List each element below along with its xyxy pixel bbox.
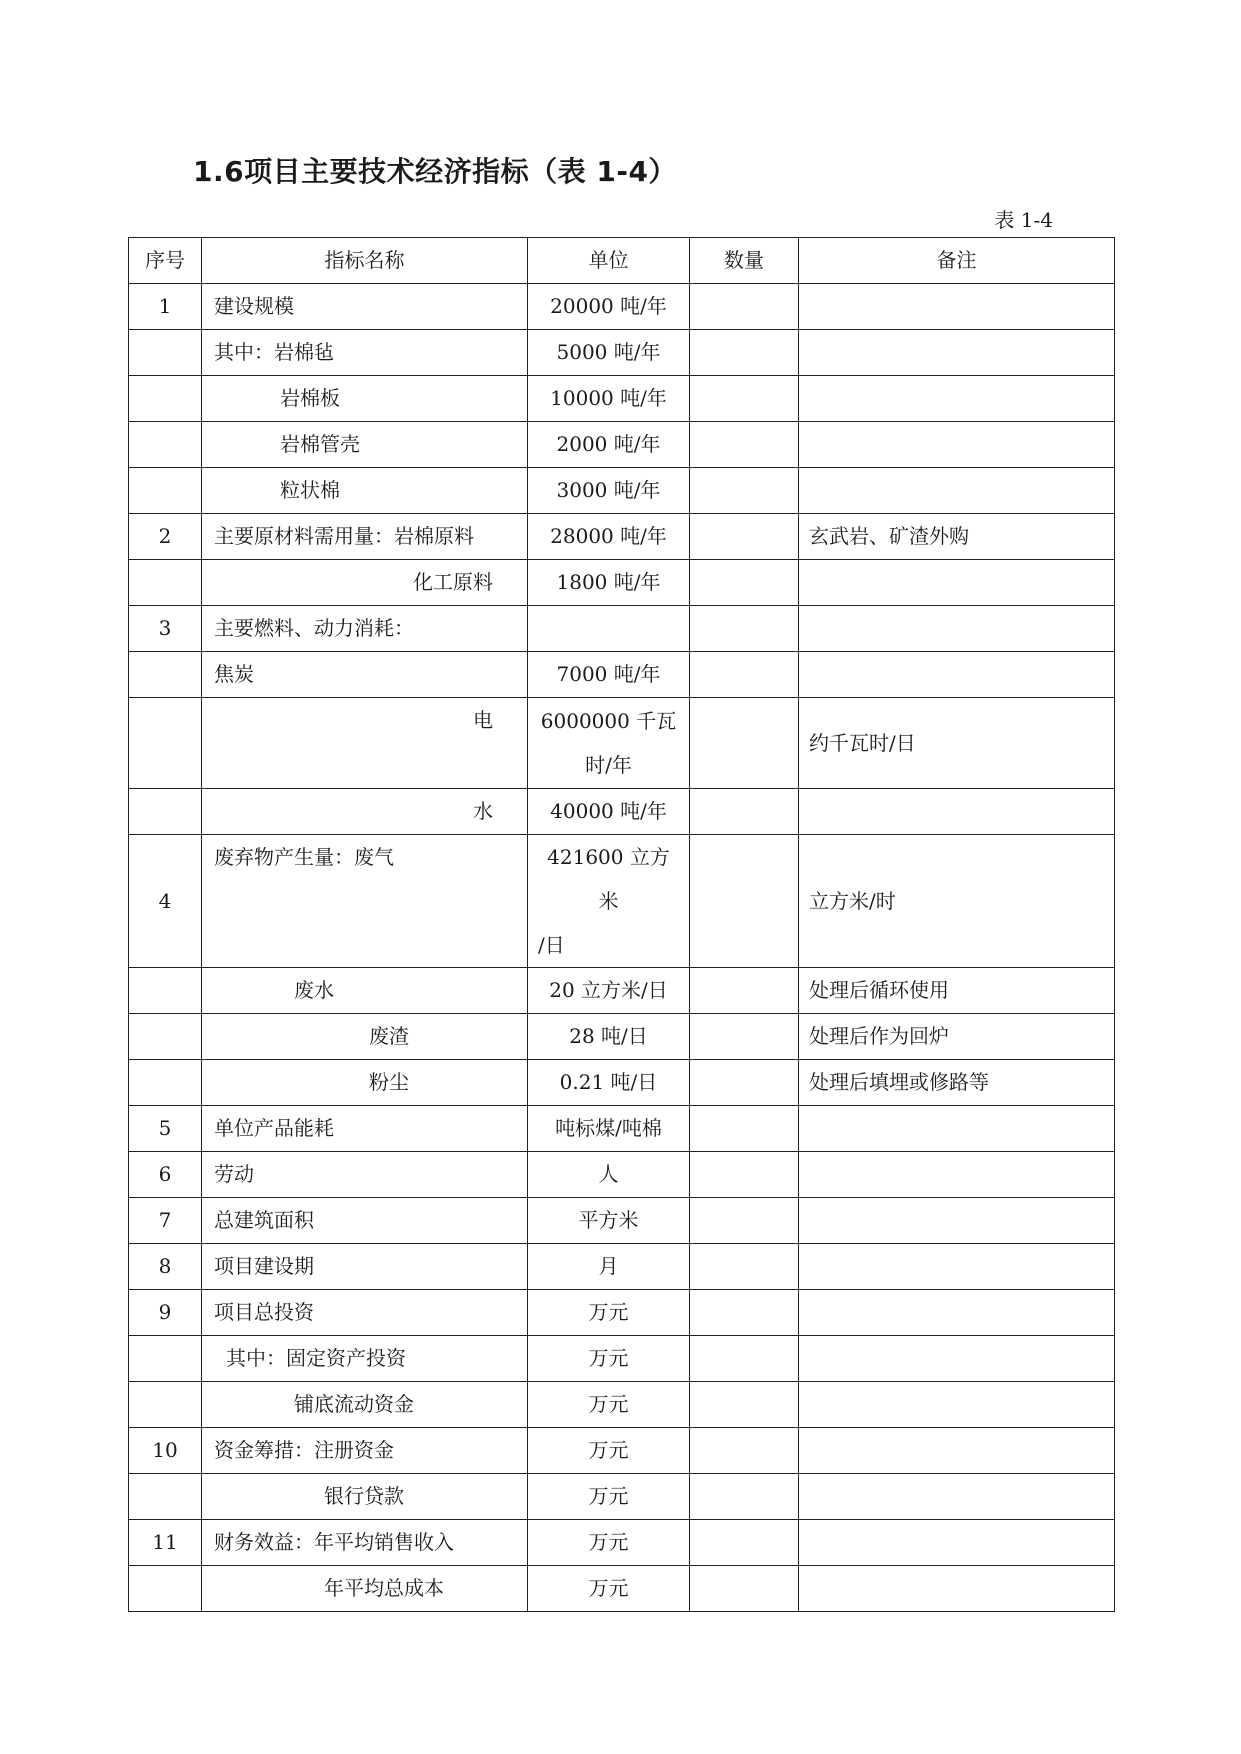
row-qty [690, 835, 799, 968]
row-unit [528, 606, 690, 652]
row-qty [690, 1428, 799, 1474]
row-qty [690, 1520, 799, 1566]
row-unit-line2: /日 [538, 933, 565, 957]
row-seq [129, 376, 202, 422]
header-qty: 数量 [690, 238, 799, 284]
row-qty [690, 789, 799, 835]
row-unit-line1: 6000000 千瓦 [540, 709, 677, 733]
table-row [129, 1382, 1115, 1428]
row-seq [129, 1566, 202, 1612]
row-unit: 月 [528, 1244, 690, 1290]
row-qty [690, 1198, 799, 1244]
table-row [129, 789, 1115, 835]
row-note [799, 560, 1115, 606]
row-name: 粉尘 [202, 1060, 528, 1106]
row-unit: 5000 吨/年 [528, 330, 690, 376]
row-unit: 万元 [528, 1566, 690, 1612]
row-note [799, 1198, 1115, 1244]
row-note [799, 1566, 1115, 1612]
row-note [799, 1474, 1115, 1520]
row-seq [129, 1474, 202, 1520]
table-row [129, 284, 1115, 330]
row-seq: 2 [129, 514, 202, 560]
row-note [799, 606, 1115, 652]
row-seq [129, 1382, 202, 1428]
row-seq: 1 [129, 284, 202, 330]
row-qty [690, 1382, 799, 1428]
row-unit: 万元 [528, 1474, 690, 1520]
row-qty [690, 330, 799, 376]
row-note [799, 376, 1115, 422]
row-note [799, 284, 1115, 330]
row-name: 焦炭 [202, 652, 528, 698]
row-note: 处理后填埋或修路等 [799, 1060, 1115, 1106]
table-row [129, 422, 1115, 468]
row-note [799, 1520, 1115, 1566]
table-row [129, 330, 1115, 376]
table-row [129, 652, 1115, 698]
header-note: 备注 [799, 238, 1115, 284]
row-note [799, 789, 1115, 835]
row-note [799, 330, 1115, 376]
row-name: 银行贷款 [202, 1474, 528, 1520]
row-name: 废水 [202, 968, 528, 1014]
row-note [799, 1336, 1115, 1382]
table-row [129, 1566, 1115, 1612]
row-qty [690, 698, 799, 789]
row-name: 主要燃料、动力消耗： [202, 606, 528, 652]
row-note [799, 1244, 1115, 1290]
row-qty [690, 1106, 799, 1152]
row-name: 建设规模 [202, 284, 528, 330]
row-unit: 万元 [528, 1428, 690, 1474]
header-unit: 单位 [528, 238, 690, 284]
table-row [129, 698, 1115, 789]
row-unit [528, 835, 690, 968]
row-name: 资金筹措：注册资金 [202, 1428, 528, 1474]
row-name: 铺底流动资金 [202, 1382, 528, 1428]
row-qty [690, 468, 799, 514]
row-note: 玄武岩、矿渣外购 [799, 514, 1115, 560]
row-name: 岩棉管壳 [202, 422, 528, 468]
row-qty [690, 1566, 799, 1612]
row-name: 电 [202, 698, 528, 789]
table-row [129, 514, 1115, 560]
row-unit-line1: 421600 立方米 [547, 845, 670, 913]
row-qty [690, 560, 799, 606]
row-name: 废弃物产生量：废气 [202, 835, 528, 968]
row-qty [690, 606, 799, 652]
table-row [129, 606, 1115, 652]
row-qty [690, 1014, 799, 1060]
table-row [129, 560, 1115, 606]
row-name: 粒状棉 [202, 468, 528, 514]
header-seq: 序号 [129, 238, 202, 284]
row-seq [129, 789, 202, 835]
row-qty [690, 1290, 799, 1336]
row-note [799, 652, 1115, 698]
row-unit: 7000 吨/年 [528, 652, 690, 698]
row-name: 主要原材料需用量：岩棉原料 [202, 514, 528, 560]
row-name: 其中：岩棉毡 [202, 330, 528, 376]
row-seq: 5 [129, 1106, 202, 1152]
row-qty [690, 1474, 799, 1520]
row-name: 年平均总成本 [202, 1566, 528, 1612]
indicators-table [128, 237, 1115, 1612]
row-unit: 吨标煤/吨棉 [528, 1106, 690, 1152]
row-seq [129, 560, 202, 606]
row-name: 项目建设期 [202, 1244, 528, 1290]
row-name: 财务效益：年平均销售收入 [202, 1520, 528, 1566]
row-unit-line2: 时/年 [585, 753, 632, 777]
table-row [129, 1106, 1115, 1152]
row-name: 岩棉板 [202, 376, 528, 422]
row-note [799, 422, 1115, 468]
row-unit [528, 698, 690, 789]
row-unit: 万元 [528, 1382, 690, 1428]
row-seq: 10 [129, 1428, 202, 1474]
row-qty [690, 1336, 799, 1382]
row-unit: 1800 吨/年 [528, 560, 690, 606]
row-qty [690, 376, 799, 422]
row-seq [129, 968, 202, 1014]
row-qty [690, 514, 799, 560]
table-row [129, 1474, 1115, 1520]
row-name: 劳动 [202, 1152, 528, 1198]
table-row [129, 1520, 1115, 1566]
table-header-row [129, 238, 1115, 284]
table-row [129, 1014, 1115, 1060]
row-seq [129, 652, 202, 698]
section-heading: 1.6项目主要技术经济指标（表 1-4） [193, 155, 677, 188]
row-seq [129, 698, 202, 789]
row-name: 水 [202, 789, 528, 835]
row-note [799, 1382, 1115, 1428]
row-note [799, 1152, 1115, 1198]
row-seq: 9 [129, 1290, 202, 1336]
row-note [799, 1428, 1115, 1474]
row-unit: 28 吨/日 [528, 1014, 690, 1060]
row-unit: 10000 吨/年 [528, 376, 690, 422]
row-name: 总建筑面积 [202, 1198, 528, 1244]
row-seq [129, 330, 202, 376]
row-note: 处理后作为回炉 [799, 1014, 1115, 1060]
row-qty [690, 652, 799, 698]
row-note: 处理后循环使用 [799, 968, 1115, 1014]
table-row [129, 968, 1115, 1014]
row-qty [690, 1244, 799, 1290]
table-caption: 表 1-4 [994, 208, 1053, 232]
row-seq: 7 [129, 1198, 202, 1244]
row-unit: 3000 吨/年 [528, 468, 690, 514]
row-unit: 0.21 吨/日 [528, 1060, 690, 1106]
table-row [129, 1244, 1115, 1290]
row-seq [129, 1014, 202, 1060]
table-row [129, 1152, 1115, 1198]
row-unit: 万元 [528, 1520, 690, 1566]
row-name: 项目总投资 [202, 1290, 528, 1336]
row-unit: 万元 [528, 1336, 690, 1382]
row-unit: 20000 吨/年 [528, 284, 690, 330]
row-seq: 4 [129, 835, 202, 968]
row-unit: 人 [528, 1152, 690, 1198]
row-name: 废渣 [202, 1014, 528, 1060]
row-seq [129, 468, 202, 514]
row-seq [129, 422, 202, 468]
table-row [129, 1428, 1115, 1474]
row-unit: 平方米 [528, 1198, 690, 1244]
row-name: 化工原料 [202, 560, 528, 606]
row-qty [690, 284, 799, 330]
row-seq: 3 [129, 606, 202, 652]
row-qty [690, 1060, 799, 1106]
table-row [129, 1290, 1115, 1336]
row-qty [690, 422, 799, 468]
row-unit: 2000 吨/年 [528, 422, 690, 468]
table-row [129, 468, 1115, 514]
header-name: 指标名称 [202, 238, 528, 284]
row-name: 单位产品能耗 [202, 1106, 528, 1152]
table-row [129, 1198, 1115, 1244]
row-unit: 万元 [528, 1290, 690, 1336]
table-row [129, 1060, 1115, 1106]
row-seq [129, 1060, 202, 1106]
table-row [129, 376, 1115, 422]
row-seq: 8 [129, 1244, 202, 1290]
row-unit: 28000 吨/年 [528, 514, 690, 560]
row-note [799, 1106, 1115, 1152]
row-unit: 20 立方米/日 [528, 968, 690, 1014]
row-name: 其中：固定资产投资 [202, 1336, 528, 1382]
row-seq: 6 [129, 1152, 202, 1198]
row-qty [690, 968, 799, 1014]
row-note [799, 1290, 1115, 1336]
row-note: 立方米/时 [799, 835, 1115, 968]
row-unit: 40000 吨/年 [528, 789, 690, 835]
table-row [129, 1336, 1115, 1382]
row-note: 约千瓦时/日 [799, 698, 1115, 789]
row-seq: 11 [129, 1520, 202, 1566]
table-row [129, 835, 1115, 968]
row-note [799, 468, 1115, 514]
row-seq [129, 1336, 202, 1382]
row-qty [690, 1152, 799, 1198]
